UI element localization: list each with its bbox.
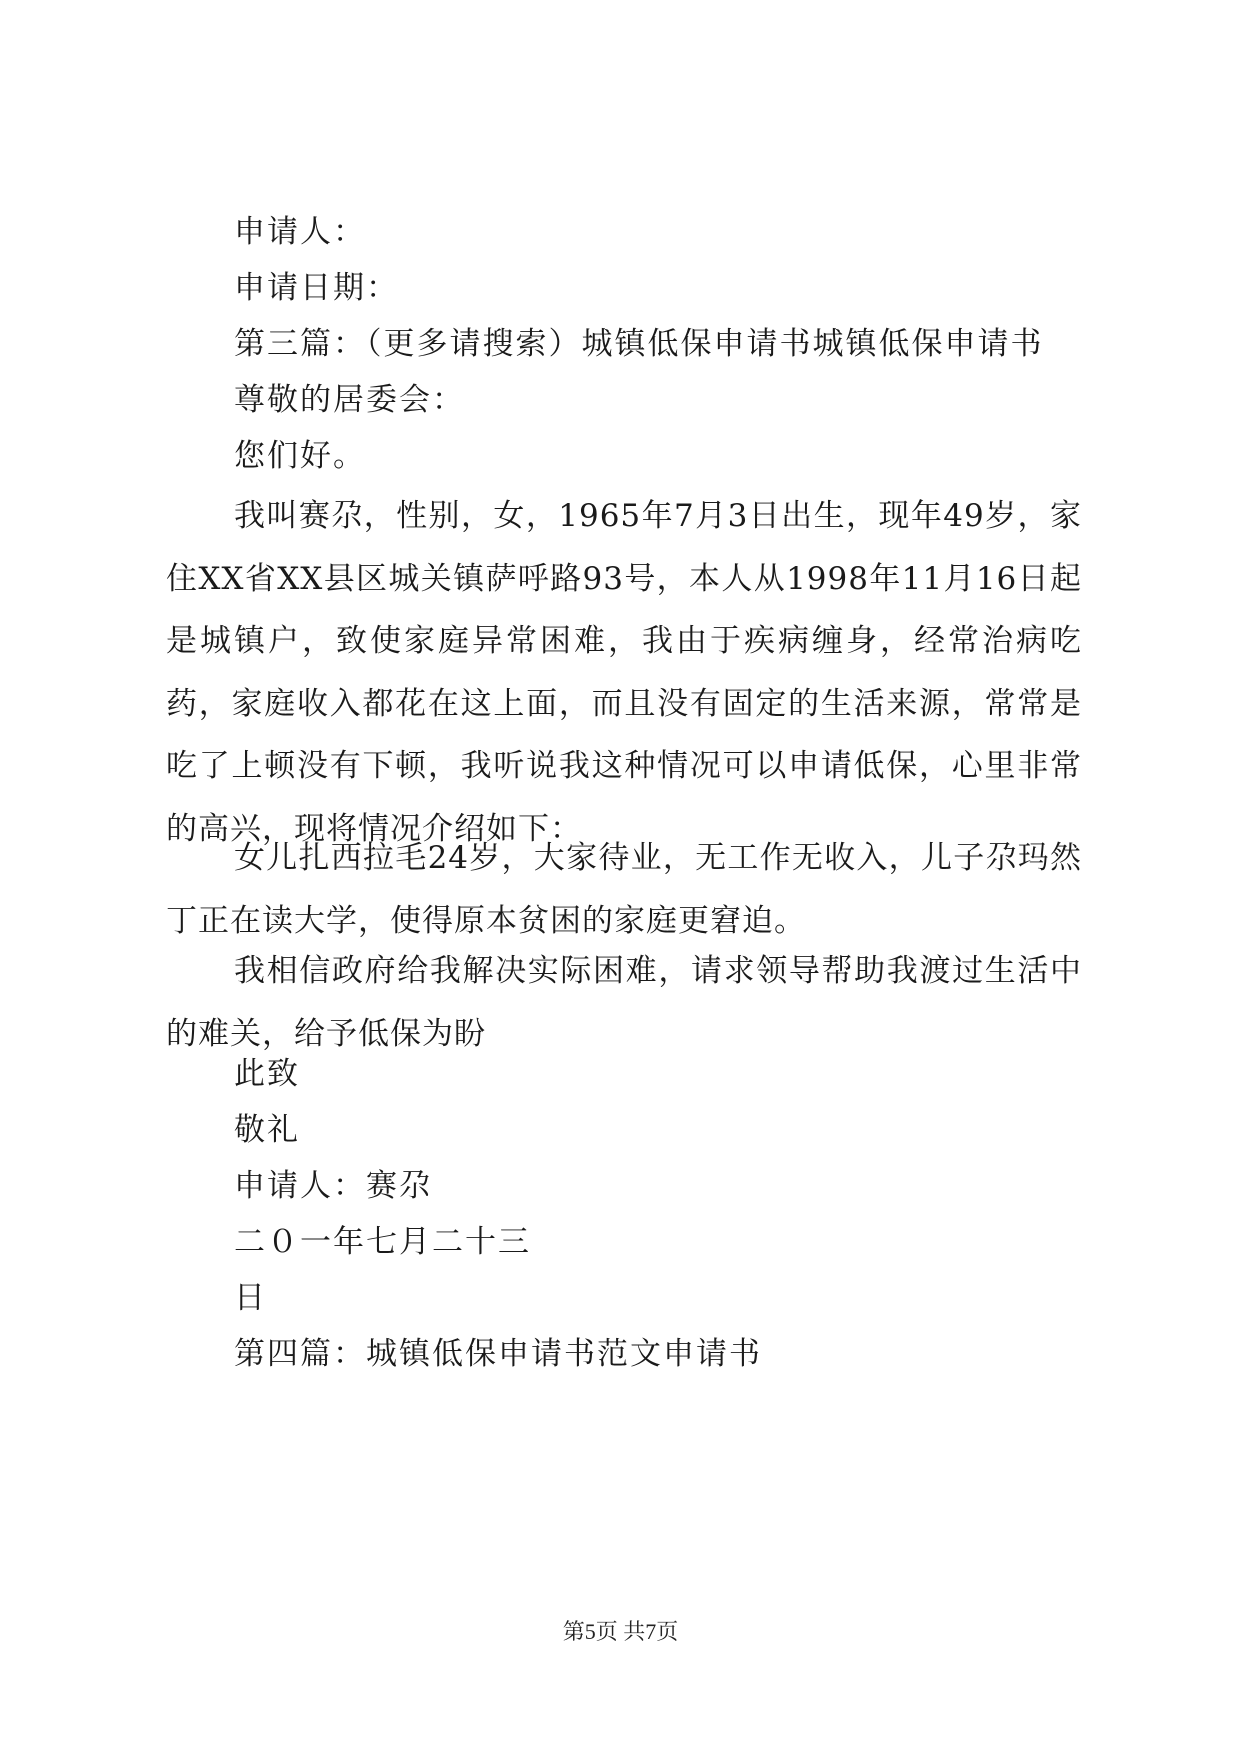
- salutation-line: 尊敬的居委会：: [234, 382, 465, 418]
- section-heading-fourth: 第四篇：城镇低保申请书范文申请书: [234, 1336, 762, 1372]
- signature-date: 二０一年七月二十三: [234, 1224, 531, 1260]
- greeting-line: 您们好。: [234, 438, 366, 474]
- closing-cizhi: 此致: [234, 1056, 300, 1092]
- body-paragraph-request: 我相信政府给我解决实际困难，请求领导帮助我渡过生活中的难关，给予低保为盼: [166, 953, 1082, 1052]
- section-heading-third: 第三篇：（更多请搜索）城镇低保申请书城镇低保申请书: [234, 326, 1044, 362]
- applicant-label-line: 申请人：: [234, 214, 366, 250]
- page-number-footer: 第5页 共7页: [562, 1619, 679, 1644]
- signature-date-day: 日: [234, 1280, 267, 1316]
- closing-jingli: 敬礼: [234, 1112, 300, 1148]
- body-paragraph-family: 女儿扎西拉毛24岁，大家待业，无工作无收入，儿子尕玛然丁正在读大学，使得原本贫困的家庭更窘迫。: [166, 840, 1082, 939]
- application-date-line: 申请日期：: [234, 270, 399, 306]
- signature-applicant: 申请人：赛尕: [234, 1168, 432, 1204]
- body-paragraph-intro: 我叫赛尕，性别，女，1965年7月3日出生，现年49岁，家住XX省XX县区城关镇萨呼路93号，本人从1998年11月16日起是城镇户，致使家庭异常困难，我由于疾病缠身，经常治病吃药，家庭收入都花在这上面，而且没有固定的生活来源，常常是吃了上顿没有下顿，我听说我这种情况可以申请低保，心里非常的高兴，现将情况介绍如下：: [166, 498, 1082, 847]
